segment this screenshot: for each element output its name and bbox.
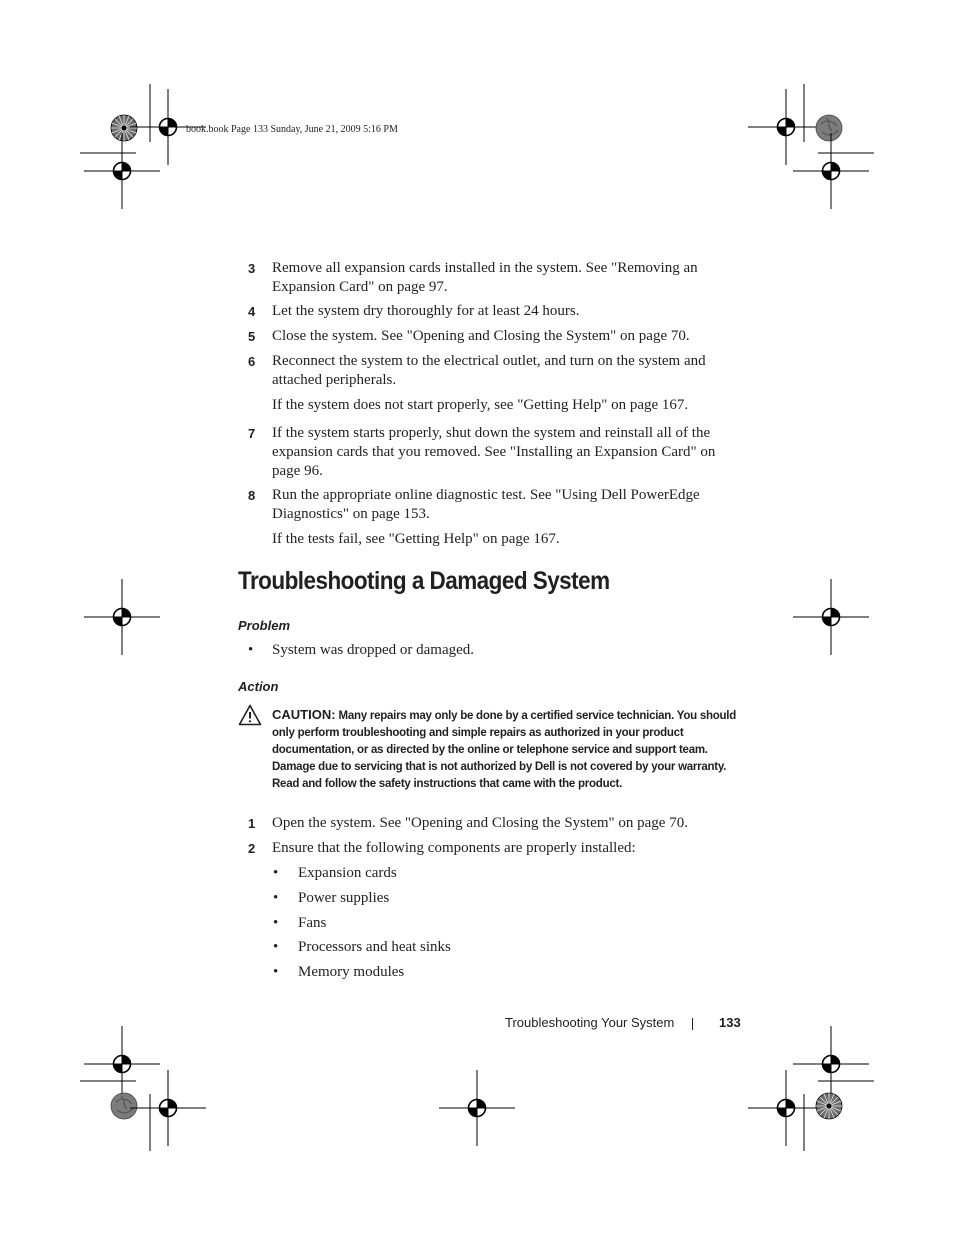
component-text: Memory modules	[298, 964, 405, 980]
step-6-note: If the system does not start properly, see "Getting Help" on page 167.	[272, 397, 689, 413]
step-text: Ensure that the following components are properly installed:	[272, 840, 636, 856]
step-8	[238, 486, 744, 524]
step-number: 6	[248, 354, 256, 369]
footer-divider	[692, 1018, 693, 1030]
step-text: Let the system dry thoroughly for at least 24 hours.	[272, 303, 580, 319]
bullet-glyph: •	[273, 890, 279, 906]
step-number: 4	[248, 304, 256, 319]
component-text: Expansion cards	[298, 865, 397, 881]
action-step-2	[238, 839, 744, 858]
action-heading: Action	[238, 679, 279, 694]
bullet-glyph: •	[273, 915, 279, 931]
step-number: 8	[248, 488, 256, 503]
warning-triangle-icon	[238, 704, 262, 726]
problem-heading: Problem	[238, 618, 291, 633]
step-4	[238, 302, 744, 321]
step-8-note: If the tests fail, see "Getting Help" on page 167.	[272, 531, 560, 547]
step-number: 2	[248, 841, 256, 856]
step-7	[238, 424, 744, 481]
page-number: 133	[719, 1015, 741, 1030]
section-heading: Troubleshooting a Damaged System	[238, 567, 610, 595]
step-number: 7	[248, 426, 256, 441]
component-text: Fans	[298, 915, 327, 931]
problem-item-text: System was dropped or damaged.	[272, 642, 475, 658]
step-number: 3	[248, 261, 256, 276]
footer-section-title: Troubleshooting Your System	[505, 1015, 675, 1030]
component-text: Power supplies	[298, 890, 390, 906]
bullet-glyph: •	[273, 939, 279, 955]
print-slug-line: book.book Page 133 Sunday, June 21, 2009 5:16 PM	[186, 124, 398, 135]
caution-label: CAUTION:	[272, 707, 336, 722]
step-text: Close the system. See "Opening and Closing the System" on page 70.	[272, 328, 690, 344]
step-text: If the system starts properly, shut down the system and reinstall all of the expansion cards that you removed. See "Installing an Expansion Card" on page 96.	[272, 425, 716, 479]
step-text: Remove all expansion cards installed in the system. See "Removing an Expansion Card" on page 97.	[272, 260, 698, 295]
component-text: Processors and heat sinks	[298, 939, 451, 955]
step-text: Reconnect the system to the electrical outlet, and turn on the system and attached peripherals.	[272, 353, 706, 388]
bullet-glyph: •	[273, 865, 279, 881]
step-3	[238, 259, 744, 297]
caution-text	[272, 706, 740, 793]
bullet-glyph: •	[273, 964, 279, 980]
step-number: 1	[248, 816, 256, 831]
step-text: Open the system. See "Opening and Closing the System" on page 70.	[272, 815, 688, 831]
action-step-1	[238, 814, 744, 833]
step-6	[238, 352, 744, 390]
caution-body: Many repairs may only be done by a certified service technician. You should only perform troubleshooting and simple repairs as authorized in your product documentation, or as directed by the online or telephone service and support team. Damage due to servicing that is not authorized by Dell is not covered by your warranty. Read and follow the safety instructions that came with the product.	[272, 710, 737, 790]
step-number: 5	[248, 329, 256, 344]
step-5	[238, 327, 744, 346]
step-text: Run the appropriate online diagnostic test. See "Using Dell PowerEdge Diagnostics" on page 153.	[272, 487, 700, 522]
bullet-glyph: •	[248, 642, 254, 658]
